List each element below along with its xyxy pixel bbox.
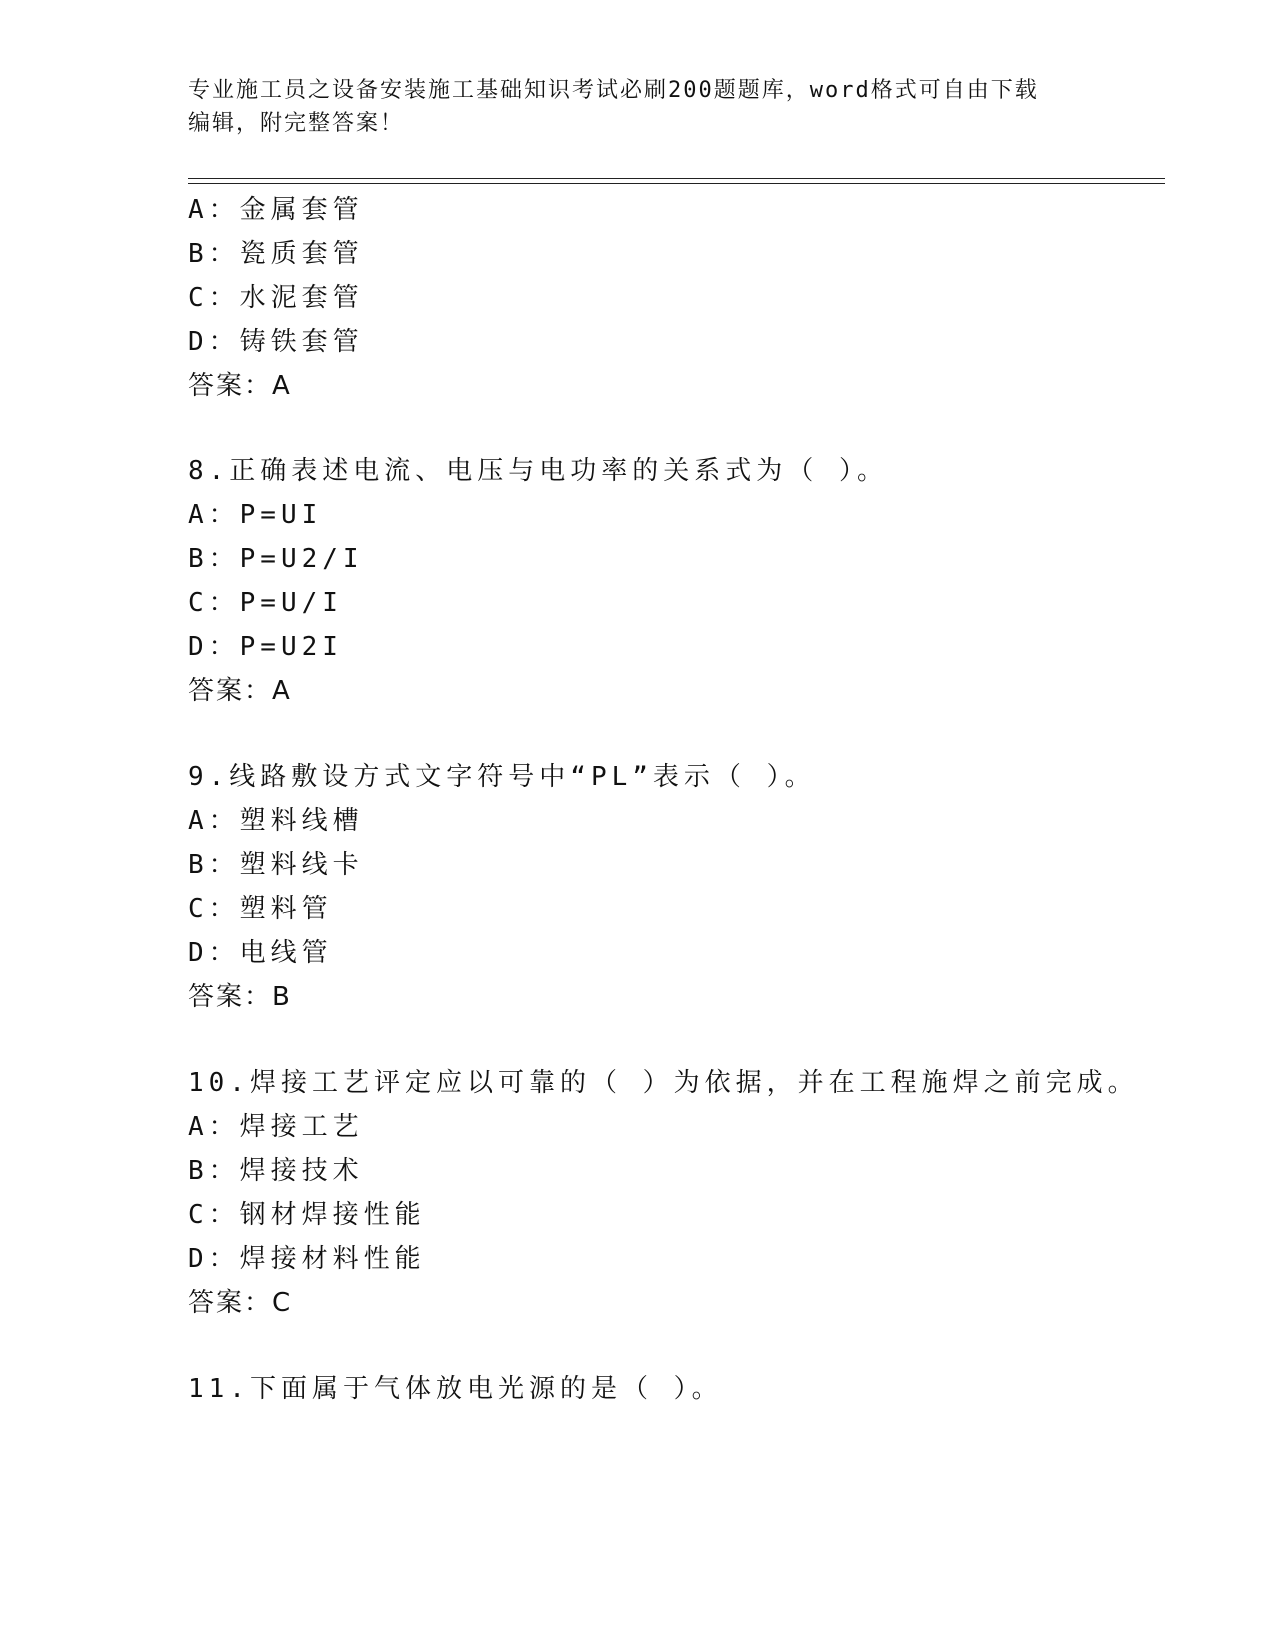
q11-question: 11.下面属于气体放电光源的是（ ）。 xyxy=(188,1374,723,1404)
q8-option-c: C：P=U/I xyxy=(188,588,343,618)
header-divider-top xyxy=(188,178,1165,179)
q8-option-b: B：P=U2/I xyxy=(188,544,364,574)
q9-option-b: B：塑料线卡 xyxy=(188,850,364,880)
q10-option-a: A：焊接工艺 xyxy=(188,1112,364,1142)
q10-question: 10.焊接工艺评定应以可靠的（ ）为依据，并在工程施焊之前完成。 xyxy=(188,1068,1139,1098)
q9-option-a: A：塑料线槽 xyxy=(188,806,364,836)
q7-option-c: C：水泥套管 xyxy=(188,283,364,313)
q10-answer: 答案：C xyxy=(188,1288,293,1318)
header-divider-bottom xyxy=(188,183,1165,184)
q8-question: 8.正确表述电流、电压与电功率的关系式为（ ）。 xyxy=(188,456,888,486)
q10-option-b: B：焊接技术 xyxy=(188,1156,364,1186)
q10-option-c: C：钢材焊接性能 xyxy=(188,1200,426,1230)
q7-option-a: A：金属套管 xyxy=(188,195,364,225)
q8-option-d: D：P=U2I xyxy=(188,632,343,662)
q7-answer: 答案：A xyxy=(188,371,292,401)
header-line-1: 专业施工员之设备安装施工基础知识考试必刷200题题库，word格式可自由下载 xyxy=(188,78,1039,103)
document-header xyxy=(188,74,1088,140)
q9-question: 9.线路敷设方式文字符号中“PL”表示（ ）。 xyxy=(188,762,816,792)
q10-option-d: D：焊接材料性能 xyxy=(188,1244,426,1274)
q7-option-b: B：瓷质套管 xyxy=(188,239,364,269)
q9-option-d: D：电线管 xyxy=(188,938,333,968)
header-line-2: 编辑，附完整答案！ xyxy=(188,111,405,136)
q9-answer: 答案：B xyxy=(188,982,292,1012)
q7-option-d: D：铸铁套管 xyxy=(188,327,364,357)
q8-option-a: A：P=UI xyxy=(188,500,323,530)
q9-option-c: C：塑料管 xyxy=(188,894,333,924)
q8-answer: 答案：A xyxy=(188,676,292,706)
